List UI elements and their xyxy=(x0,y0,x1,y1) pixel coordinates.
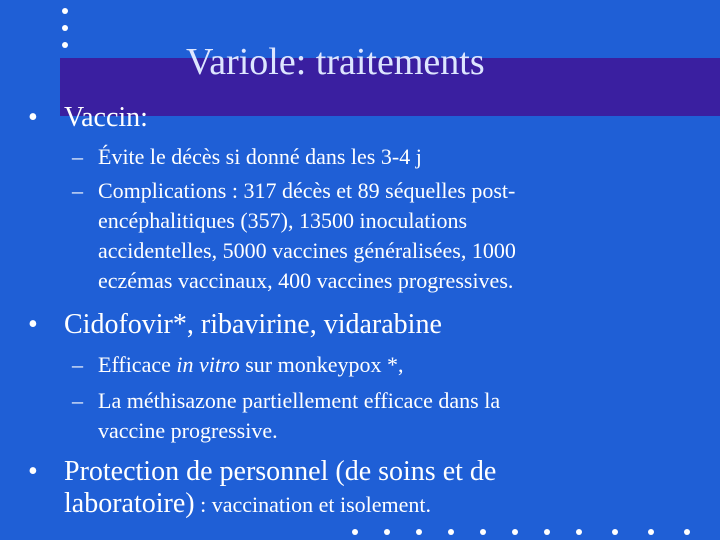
dash-marker: – xyxy=(72,388,83,413)
dash-marker: – xyxy=(72,144,83,169)
sub-bullet xyxy=(72,144,422,170)
bullet-label: Vaccin: xyxy=(64,102,148,133)
sub-bullet-continuation: accidentelles, 5000 vaccines généralisées, 1000 xyxy=(98,238,516,263)
bullet-label: Cidofovir*, ribavirine, vidarabine xyxy=(64,309,442,340)
sub-bullet-text: Efficace xyxy=(98,352,177,377)
dash-marker: – xyxy=(72,178,83,203)
bullet-marker: • xyxy=(28,102,38,133)
sub-bullet-continuation: vaccine progressive. xyxy=(98,418,278,443)
bullet-label-small: : vaccination et isolement. xyxy=(194,492,432,517)
bullet-protection xyxy=(28,456,496,488)
sub-bullet-text: Évite le décès si donné dans les 3-4 j xyxy=(98,144,422,169)
sub-bullet-text: Complications : 317 décès et 89 séquelles post- xyxy=(98,178,516,203)
bullet-protection-continuation xyxy=(64,488,431,521)
sub-bullet xyxy=(72,352,404,378)
sub-bullet xyxy=(72,178,515,204)
dash-marker: – xyxy=(72,352,83,377)
bullet-vaccin xyxy=(28,102,148,134)
bullet-marker: • xyxy=(28,456,38,487)
italic-text: in vitro xyxy=(176,352,240,377)
bullet-marker: • xyxy=(28,309,38,340)
sub-bullet xyxy=(72,388,500,414)
sub-bullet-continuation: encéphalitiques (357), 13500 inoculations xyxy=(98,208,468,233)
bullet-label: laboratoire) xyxy=(64,488,195,519)
bullet-label: Protection de personnel (de soins et de xyxy=(64,456,497,487)
bullet-cidofovir xyxy=(28,309,442,341)
slide-title: Variole: traitements xyxy=(186,41,485,83)
sub-bullet-continuation: eczémas vaccinaux, 400 vaccines progressives. xyxy=(98,268,514,293)
sub-bullet-text: sur monkeypox *, xyxy=(239,352,404,377)
sub-bullet-text: La méthisazone partiellement efficace dans la xyxy=(98,388,501,413)
